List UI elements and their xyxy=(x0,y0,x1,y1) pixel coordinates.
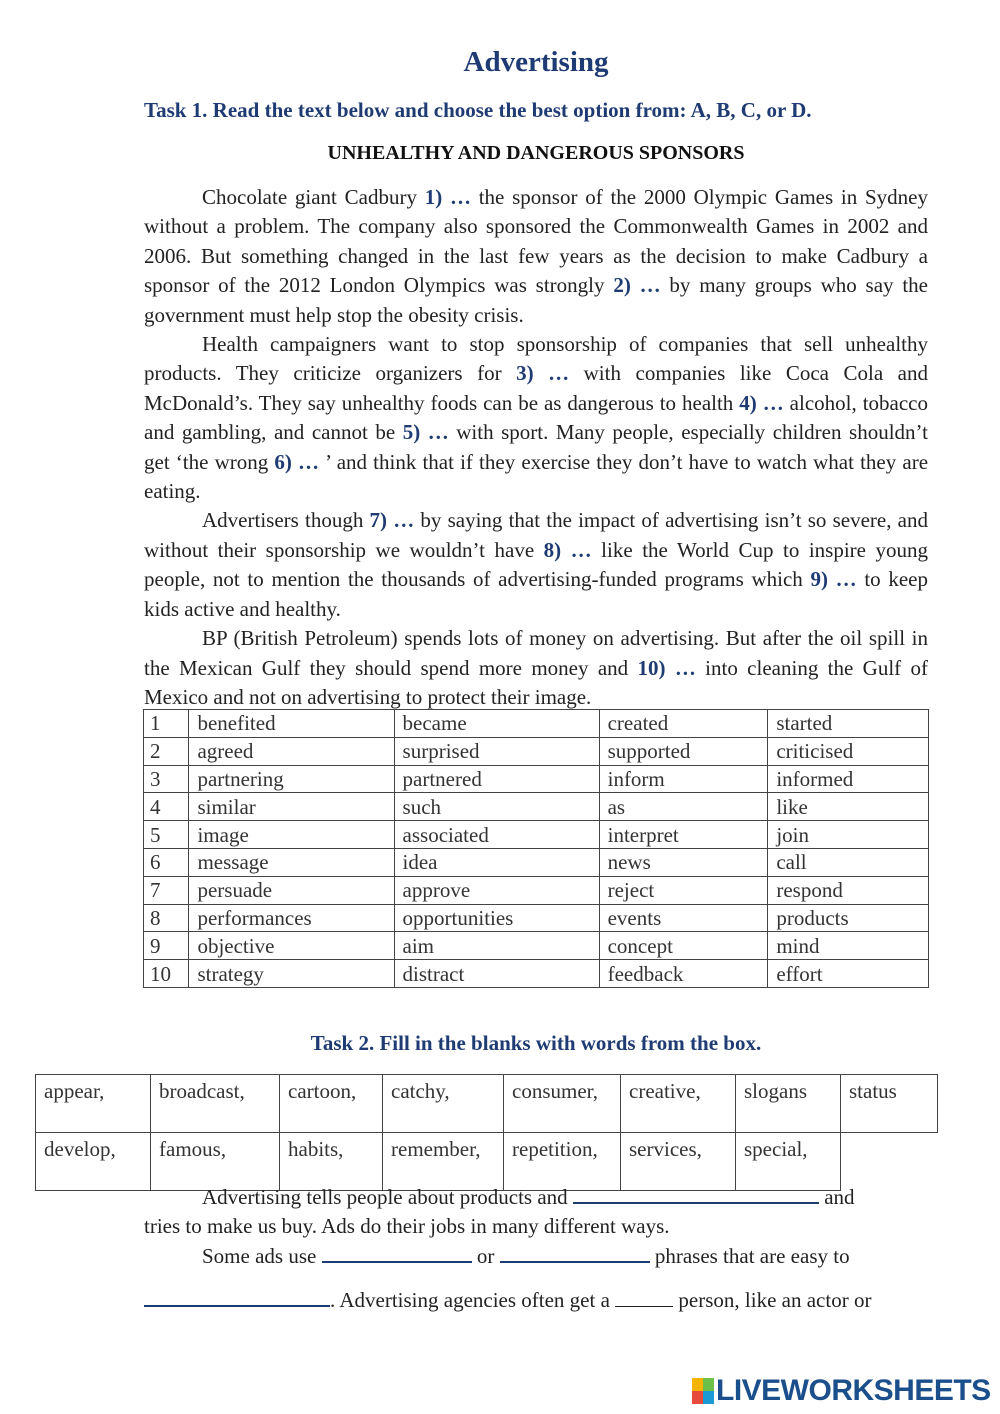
option-cell[interactable]: such xyxy=(394,793,599,821)
question-number: 2 xyxy=(144,737,189,765)
fill-blank[interactable] xyxy=(322,1243,472,1263)
option-cell[interactable]: distract xyxy=(394,960,599,988)
word-box-item: services, xyxy=(621,1133,736,1191)
option-cell[interactable]: started xyxy=(768,710,929,738)
option-cell[interactable]: events xyxy=(599,904,768,932)
word-box-empty xyxy=(841,1133,938,1191)
fill-blank[interactable] xyxy=(144,1287,330,1307)
reading-text xyxy=(144,183,928,712)
blank-5[interactable]: 5) … xyxy=(402,420,449,445)
text-span: Some ads use xyxy=(202,1244,322,1268)
paragraph-3 xyxy=(144,506,928,624)
text-span: alcohol, tobacco and gambling, and cannot be xyxy=(144,390,928,445)
option-cell[interactable]: benefited xyxy=(189,710,394,738)
option-row xyxy=(144,904,929,932)
paragraph-1 xyxy=(144,183,928,330)
text-span: . Advertising agencies often get a xyxy=(330,1288,616,1312)
question-number: 6 xyxy=(144,848,189,876)
option-cell[interactable]: interpret xyxy=(599,821,768,849)
option-cell[interactable]: approve xyxy=(394,876,599,904)
option-cell[interactable]: opportunities xyxy=(394,904,599,932)
task1-instruction: Task 1. Read the text below and choose the best option from: A, B, C, or D. xyxy=(144,98,812,122)
text-span: Health campaigners want to stop sponsorship of companies that sell unhealthy products. They criticize organizers for xyxy=(144,332,928,386)
option-cell[interactable]: mind xyxy=(768,932,929,960)
option-cell[interactable]: join xyxy=(768,821,929,849)
word-box xyxy=(35,1074,938,1191)
option-cell[interactable]: inform xyxy=(599,765,768,793)
text-span: phrases that are easy to xyxy=(649,1244,850,1268)
text-span: to keep kids active and healthy. xyxy=(144,567,929,621)
option-cell[interactable]: news xyxy=(599,848,768,876)
option-cell[interactable]: products xyxy=(768,904,929,932)
option-cell[interactable]: performances xyxy=(189,904,394,932)
text-span: with sport. Many people, especially children shouldn’t get ‘the wrong xyxy=(144,420,928,474)
text-span: Advertising tells people about products and xyxy=(202,1185,573,1209)
text-span: Chocolate giant Cadbury xyxy=(202,185,425,209)
word-box-item: habits, xyxy=(280,1133,383,1191)
text-span: with companies like Coca Cola and McDonald’s. They say unhealthy foods can be as dangerous to health xyxy=(144,361,928,415)
question-number: 7 xyxy=(144,876,189,904)
fill-blank[interactable] xyxy=(573,1184,819,1204)
logo-grid-icon xyxy=(692,1378,714,1404)
option-row xyxy=(144,765,929,793)
text-span: the sponsor of the 2000 Olympic Games in Sydney without a problem. The company also sponsored the Commonwealth Games in 2002 and 2006. But something changed in the last few years as the decision to make Cadbury a sponsor of the 2012 London Olympics was strongly xyxy=(144,185,928,298)
text-span: Advertisers though xyxy=(202,508,370,533)
option-row xyxy=(144,848,929,876)
task2-paragraph-2 xyxy=(144,1242,928,1271)
text-span: into cleaning the Gulf of Mexico and not on advertising to protect their image. xyxy=(144,655,928,709)
option-cell[interactable]: objective xyxy=(189,932,394,960)
option-row xyxy=(144,932,929,960)
fill-blank[interactable] xyxy=(500,1243,650,1263)
text-span: like the World Cup to inspire young people, not to mention the thousands of advertising-funded programs which xyxy=(144,537,928,592)
word-box-item: famous, xyxy=(151,1133,280,1191)
blank-3[interactable]: 3) … xyxy=(516,361,570,386)
word-box-item: repetition, xyxy=(504,1133,621,1191)
option-cell[interactable]: concept xyxy=(599,932,768,960)
option-row xyxy=(144,876,929,904)
task2-paragraph-1 xyxy=(144,1183,928,1212)
option-cell[interactable]: feedback xyxy=(599,960,768,988)
text-span: or xyxy=(471,1244,500,1268)
word-box-item: special, xyxy=(736,1133,841,1191)
word-box-item: status xyxy=(841,1075,938,1133)
question-number: 10 xyxy=(144,960,189,988)
word-box-item: consumer, xyxy=(504,1075,621,1133)
word-box-item: cartoon, xyxy=(280,1075,383,1133)
blank-4[interactable]: 4) … xyxy=(739,390,784,415)
option-cell[interactable]: associated xyxy=(394,821,599,849)
option-cell[interactable]: informed xyxy=(768,765,929,793)
blank-1[interactable]: 1) … xyxy=(424,185,471,209)
option-cell[interactable]: strategy xyxy=(189,960,394,988)
option-cell[interactable]: supported xyxy=(599,737,768,765)
word-box-item: creative, xyxy=(621,1075,736,1133)
task2-paragraph-3 xyxy=(144,1286,928,1315)
option-cell[interactable]: agreed xyxy=(189,737,394,765)
liveworksheets-logo xyxy=(692,1374,991,1408)
option-row xyxy=(144,821,929,849)
paragraph-2 xyxy=(144,330,928,506)
option-cell[interactable]: aim xyxy=(394,932,599,960)
text-span: BP (British Petroleum) spends lots of money on advertising. But after the oil spill in the Mexican Gulf they should spend more money and xyxy=(144,626,928,680)
option-cell[interactable]: created xyxy=(599,710,768,738)
option-cell[interactable]: became xyxy=(394,710,599,738)
word-box-row xyxy=(36,1075,938,1133)
option-cell[interactable]: partnered xyxy=(394,765,599,793)
option-row xyxy=(144,960,929,988)
options-table xyxy=(143,709,929,988)
option-cell[interactable]: effort xyxy=(768,960,929,988)
question-number: 3 xyxy=(144,765,189,793)
text-span: person, like an actor or xyxy=(673,1288,872,1312)
option-cell[interactable]: surprised xyxy=(394,737,599,765)
option-row xyxy=(144,737,929,765)
option-cell[interactable]: partnering xyxy=(189,765,394,793)
option-cell[interactable]: call xyxy=(768,848,929,876)
blank-10[interactable]: 10) … xyxy=(637,655,696,680)
option-cell[interactable]: as xyxy=(599,793,768,821)
word-box-item: catchy, xyxy=(383,1075,504,1133)
task2-paragraph-1b: tries to make us buy. Ads do their jobs in many different ways. xyxy=(144,1214,670,1238)
word-box-row xyxy=(36,1133,938,1191)
question-number: 1 xyxy=(144,710,189,738)
option-cell[interactable]: similar xyxy=(189,793,394,821)
word-box-item: remember, xyxy=(383,1133,504,1191)
question-number: 8 xyxy=(144,904,189,932)
text-span: by many groups who say the government must help stop the obesity crisis. xyxy=(144,273,928,327)
option-cell[interactable]: reject xyxy=(599,876,768,904)
blank-6[interactable]: 6) … xyxy=(274,449,320,474)
word-box-item: appear, xyxy=(36,1075,151,1133)
option-cell[interactable]: respond xyxy=(768,876,929,904)
blank-2[interactable]: 2) … xyxy=(613,273,661,298)
text-span: and xyxy=(818,1185,855,1209)
option-cell[interactable]: idea xyxy=(394,848,599,876)
option-cell[interactable]: image xyxy=(189,821,394,849)
word-box-item: develop, xyxy=(36,1133,151,1191)
option-row xyxy=(144,710,929,738)
text-span: ’ and think that if they exercise they don’t have to watch what they are eating. xyxy=(144,449,929,504)
word-box-item: broadcast, xyxy=(151,1075,280,1133)
blank-9[interactable]: 9) … xyxy=(810,567,857,592)
option-cell[interactable]: criticised xyxy=(768,737,929,765)
option-cell[interactable]: persuade xyxy=(189,876,394,904)
blank-8[interactable]: 8) … xyxy=(543,537,592,562)
fill-blank[interactable] xyxy=(615,1288,673,1307)
word-box-item: slogans xyxy=(736,1075,841,1133)
question-number: 9 xyxy=(144,932,189,960)
option-cell[interactable]: like xyxy=(768,793,929,821)
option-cell[interactable]: message xyxy=(189,848,394,876)
page-title: Advertising xyxy=(463,46,609,78)
task2-instruction: Task 2. Fill in the blanks with words from the box. xyxy=(310,1031,762,1055)
blank-7[interactable]: 7) … xyxy=(369,508,415,533)
text-heading: UNHEALTHY AND DANGEROUS SPONSORS xyxy=(327,142,745,164)
logo-text: LIVEWORKSHEETS xyxy=(716,1374,991,1407)
question-number: 4 xyxy=(144,793,189,821)
paragraph-4 xyxy=(144,624,928,712)
text-span: by saying that the impact of advertising isn’t so severe, and without their sponsorship we wouldn’t have xyxy=(144,508,928,562)
question-number: 5 xyxy=(144,821,189,849)
option-row xyxy=(144,793,929,821)
